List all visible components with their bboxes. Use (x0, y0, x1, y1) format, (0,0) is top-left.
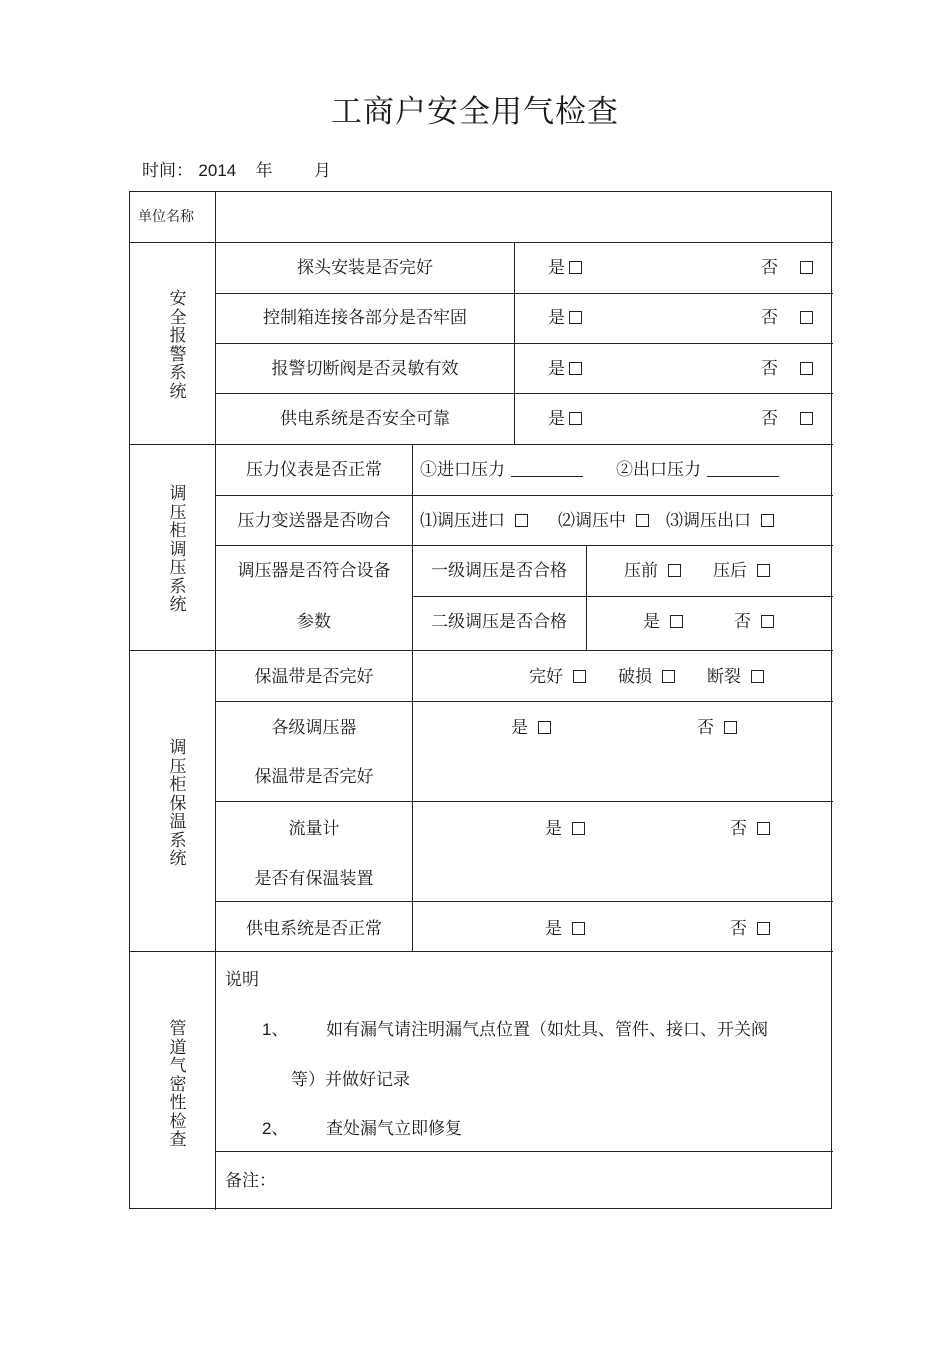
checkbox-icon[interactable] (800, 412, 813, 425)
checkbox-icon[interactable] (668, 564, 681, 577)
alarm-power-yes[interactable]: 是 (548, 409, 582, 429)
checkbox-icon[interactable] (569, 261, 582, 274)
checkbox-icon[interactable] (573, 670, 586, 683)
stage2-no[interactable]: 否 (734, 612, 774, 632)
page-title: 工商户安全用气检查 (331, 94, 619, 130)
note1-line1: 如有漏气请注明漏气点位置（如灶具、管件、接口、开关阀 (326, 1020, 768, 1040)
each-regulator-line2: 保温带是否完好 (254, 767, 374, 787)
checkbox-icon[interactable] (572, 822, 585, 835)
date-year-unit: 年 (255, 161, 273, 181)
checkbox-icon[interactable] (538, 721, 551, 734)
alarm-probe-yes[interactable]: 是 (548, 258, 582, 278)
outlet-pressure-field[interactable] (707, 462, 779, 477)
unit-name-field[interactable] (218, 194, 828, 240)
checkbox-icon[interactable] (751, 670, 764, 683)
alarm-valve-yes[interactable]: 是 (548, 359, 582, 379)
checkbox-icon[interactable] (569, 412, 582, 425)
alarm-valve-no[interactable]: 否 (761, 359, 813, 379)
stage1-before[interactable]: 压前 (624, 561, 681, 581)
pressure-gauge-label: 压力仪表是否正常 (246, 460, 382, 480)
note-heading: 说明 (225, 970, 259, 990)
checkbox-icon[interactable] (572, 922, 585, 935)
checkbox-icon[interactable] (757, 822, 770, 835)
section-regulator-title: 调 压 柜 调 压 系 统 (169, 484, 187, 615)
note2-number: 2、 (262, 1119, 289, 1138)
note1-line2: 等）并做好记录 (291, 1070, 410, 1090)
flowmeter-yes[interactable]: 是 (545, 819, 585, 839)
alarm-control-no[interactable]: 否 (761, 308, 813, 328)
stage1-label: 一级调压是否合格 (431, 561, 567, 581)
stage2-yes[interactable]: 是 (643, 612, 683, 632)
checkbox-icon[interactable] (761, 615, 774, 628)
note2-text: 查处漏气立即修复 (326, 1119, 462, 1139)
insulation-power-no[interactable]: 否 (730, 919, 770, 939)
flowmeter-no[interactable]: 否 (730, 819, 770, 839)
alarm-item-control-box: 控制箱连接各部分是否牢固 (263, 308, 467, 328)
alarm-item-probe: 探头安装是否完好 (297, 258, 433, 278)
checkbox-icon[interactable] (515, 514, 528, 527)
insulation-power-yes[interactable]: 是 (545, 919, 585, 939)
note1-number: 1、 (262, 1020, 289, 1039)
checkbox-icon[interactable] (636, 514, 649, 527)
belt-damaged[interactable]: 破损 (618, 667, 675, 687)
alarm-control-yes[interactable]: 是 (548, 308, 582, 328)
transmitter-opt2[interactable]: ⑵调压中 (558, 511, 649, 531)
date-label: 时间： (142, 161, 193, 181)
alarm-item-power: 供电系统是否安全可靠 (280, 409, 450, 429)
inspection-table (129, 191, 832, 1209)
outlet-pressure[interactable]: ②出口压力 (616, 460, 779, 480)
flowmeter-line2: 是否有保温装置 (254, 869, 374, 889)
alarm-probe-no[interactable]: 否 (761, 258, 813, 278)
flowmeter-line1: 流量计 (288, 819, 340, 839)
inlet-pressure[interactable]: ①进口压力 (420, 460, 583, 480)
checkbox-icon[interactable] (761, 514, 774, 527)
checkbox-icon[interactable] (757, 564, 770, 577)
belt-intact[interactable]: 完好 (529, 667, 586, 687)
checkbox-icon[interactable] (800, 261, 813, 274)
each-regulator-line1: 各级调压器 (271, 718, 357, 738)
checkbox-icon[interactable] (662, 670, 675, 683)
belt-broken[interactable]: 断裂 (707, 667, 764, 687)
transmitter-opt3[interactable]: ⑶调压出口 (666, 511, 774, 531)
section-pipeline-title: 管 道 气 密 性 检 查 (169, 1019, 187, 1150)
alarm-item-valve: 报警切断阀是否灵敏有效 (271, 359, 459, 379)
checkbox-icon[interactable] (800, 311, 813, 324)
insulation-power-label: 供电系统是否正常 (246, 919, 382, 939)
date-month-unit: 月 (314, 161, 332, 181)
checkbox-icon[interactable] (670, 615, 683, 628)
each-regulator-yes[interactable]: 是 (511, 718, 551, 738)
date-year[interactable]: 2014 (198, 161, 237, 180)
alarm-power-no[interactable]: 否 (761, 409, 813, 429)
date-line (142, 156, 331, 181)
checkbox-icon[interactable] (569, 362, 582, 375)
remarks-label: 备注： (225, 1171, 276, 1191)
unit-name-label: 单位名称 (138, 209, 194, 225)
checkbox-icon[interactable] (800, 362, 813, 375)
transmitter-opt1[interactable]: ⑴调压进口 (420, 511, 528, 531)
checkbox-icon[interactable] (569, 311, 582, 324)
each-regulator-no[interactable]: 否 (697, 718, 737, 738)
section-safety-alarm-title: 安 全 报 警 系 统 (169, 289, 187, 402)
regulator-label-line1: 调压器是否符合设备 (237, 561, 391, 581)
checkbox-icon[interactable] (724, 721, 737, 734)
transmitter-label: 压力变送器是否吻合 (237, 511, 391, 531)
checkbox-icon[interactable] (757, 922, 770, 935)
regulator-label-line2: 参数 (297, 612, 331, 632)
section-insulation-title: 调 压 柜 保 温 系 统 (169, 738, 187, 869)
stage2-label: 二级调压是否合格 (431, 612, 567, 632)
belt-label: 保温带是否完好 (254, 667, 374, 687)
inlet-pressure-field[interactable] (511, 462, 583, 477)
stage1-after[interactable]: 压后 (713, 561, 770, 581)
remarks-field[interactable] (300, 1154, 828, 1204)
